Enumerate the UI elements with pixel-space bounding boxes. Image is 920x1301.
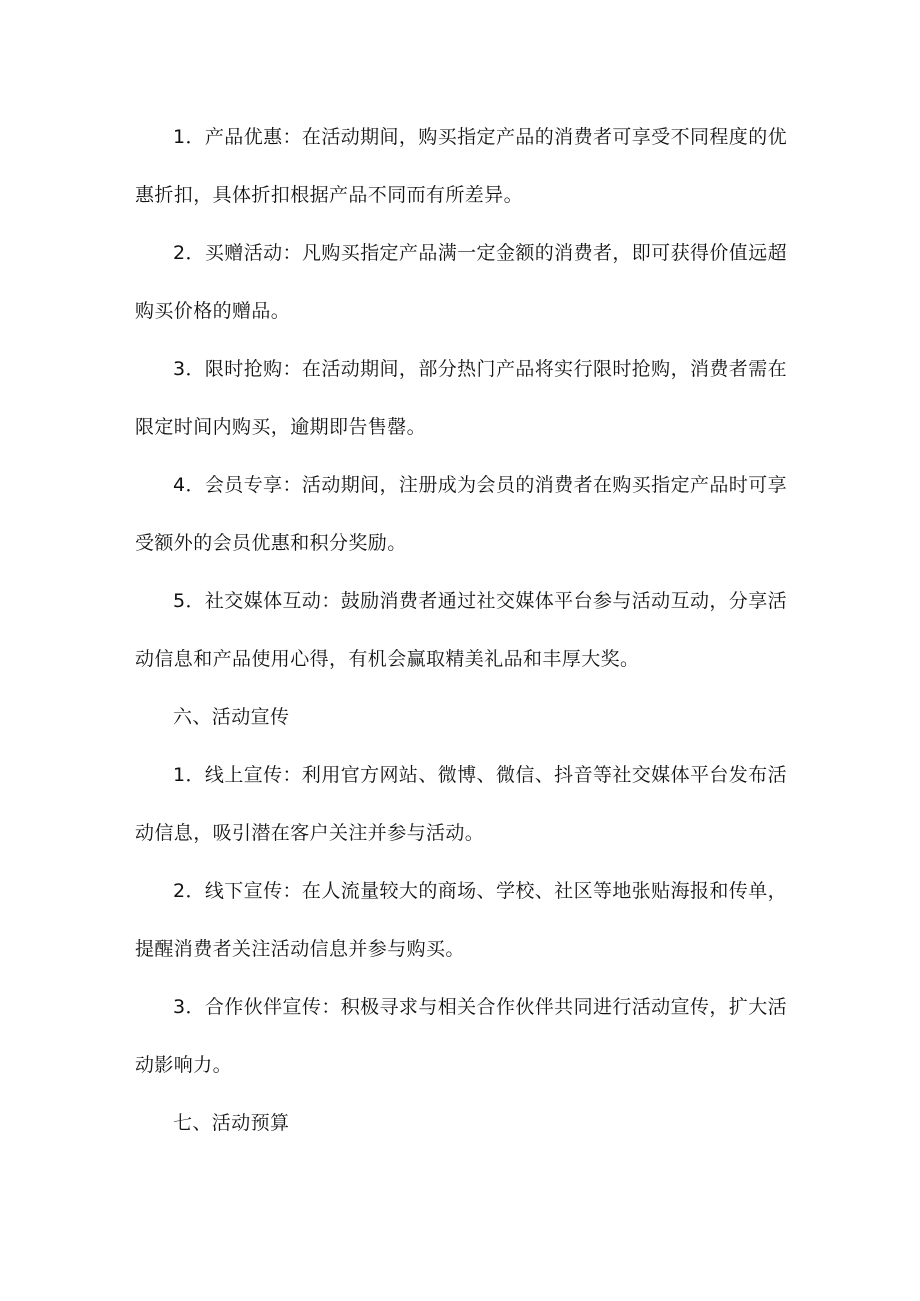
paragraph-partner-promotion: 3．合作伙伴宣传：积极寻求与相关合作伙伴共同进行活动宣传，扩大活动影响力。: [135, 996, 787, 1076]
paragraph-offline-promotion: 2．线下宣传：在人流量较大的商场、学校、社区等地张贴海报和传单，提醒消费者关注活动信息并参与购买。: [135, 880, 787, 960]
paragraph-social-media: 5．社交媒体互动：鼓励消费者通过社交媒体平台参与活动互动，分享活动信息和产品使用心得，有机会赢取精美礼品和丰厚大奖。: [135, 590, 787, 670]
paragraph-flash-sale: 3．限时抢购：在活动期间，部分热门产品将实行限时抢购，消费者需在限定时间内购买，逾期即告售罄。: [135, 358, 787, 438]
section-heading-promotion: 六、活动宣传: [173, 706, 290, 728]
section-heading-budget: 七、活动预算: [173, 1112, 290, 1134]
paragraph-product-discount: 1．产品优惠：在活动期间，购买指定产品的消费者可享受不同程度的优惠折扣，具体折扣根据产品不同而有所差异。: [135, 126, 787, 206]
paragraph-online-promotion: 1．线上宣传：利用官方网站、微博、微信、抖音等社交媒体平台发布活动信息，吸引潜在客户关注并参与活动。: [135, 764, 787, 844]
document-body: [135, 108, 787, 1152]
paragraph-member-exclusive: 4．会员专享：活动期间，注册成为会员的消费者在购买指定产品时可享受额外的会员优惠和积分奖励。: [135, 474, 787, 554]
paragraph-gift-offer: 2．买赠活动：凡购买指定产品满一定金额的消费者，即可获得价值远超购买价格的赠品。: [135, 242, 787, 322]
